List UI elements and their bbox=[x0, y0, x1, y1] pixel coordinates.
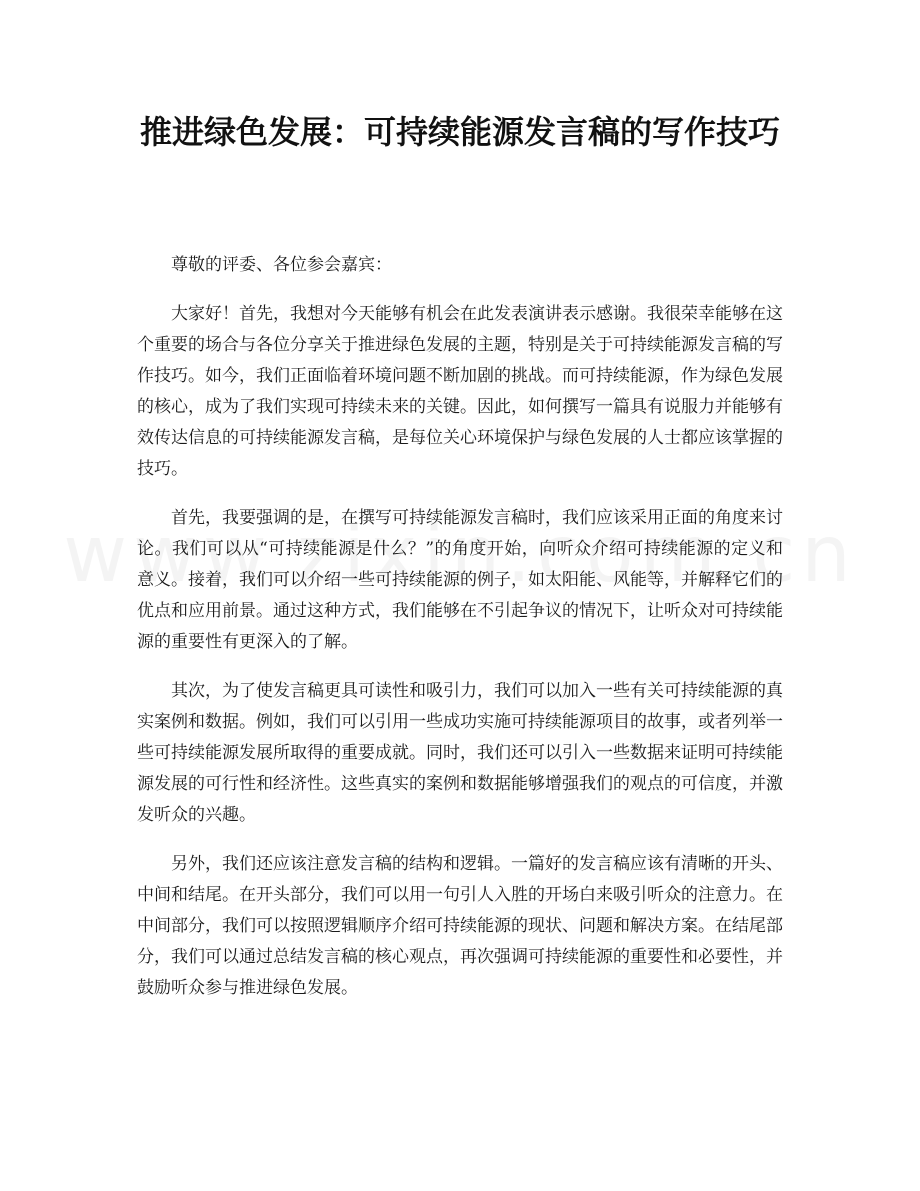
paragraph-cases-and-data: 其次，为了使发言稿更具可读性和吸引力，我们可以加入一些有关可持续能源的真实案例和数据。例如，我们可以引用一些成功实施可持续能源项目的故事，或者列举一些可持续能源发展所取得的重要成就。同时，我们还可以引入一些数据来证明可持续能源发展的可行性和经济性。这些真实的案例和数据能够增强我们的观点的可信度，并激发听众的兴趣。 bbox=[137, 681, 783, 825]
salutation: 尊敬的评委、各位参会嘉宾： bbox=[171, 255, 392, 275]
document-body bbox=[137, 250, 783, 1022]
paragraph-intro: 大家好！首先，我想对今天能够有机会在此发表演讲表示感谢。我很荣幸能够在这个重要的场合与各位分享关于推进绿色发展的主题，特别是关于可持续能源发言稿的写作技巧。如今，我们正面临着环境问题不断加剧的挑战。而可持续能源，作为绿色发展的核心，成为了我们实现可持续未来的关键。因此，如何撰写一篇具有说服力并能够有效传达信息的可持续能源发言稿，是每位关心环境保护与绿色发展的人士都应该掌握的技巧。 bbox=[137, 304, 783, 479]
paragraph-structure-and-logic: 另外，我们还应该注意发言稿的结构和逻辑。一篇好的发言稿应该有清晰的开头、中间和结尾。在开头部分，我们可以用一句引人入胜的开场白来吸引听众的注意力。在中间部分，我们可以按照逻辑顺序介绍可持续能源的现状、问题和解决方案。在结尾部分，我们可以通过总结发言稿的核心观点，再次强调可持续能源的重要性和必要性，并鼓励听众参与推进绿色发展。 bbox=[137, 854, 783, 998]
paragraph-positive-angle: 首先，我要强调的是，在撰写可持续能源发言稿时，我们应该采用正面的角度来讨论。我们可以从“可持续能源是什么？”的角度开始，向听众介绍可持续能源的定义和意义。接着，我们可以介绍一些可持续能源的例子，如太阳能、风能等，并解释它们的优点和应用前景。通过这种方式，我们能够在不引起争议的情况下，让听众对可持续能源的重要性有更深入的了解。 bbox=[137, 508, 783, 652]
document-title: 推进绿色发展：可持续能源发言稿的写作技巧 bbox=[139, 113, 780, 151]
